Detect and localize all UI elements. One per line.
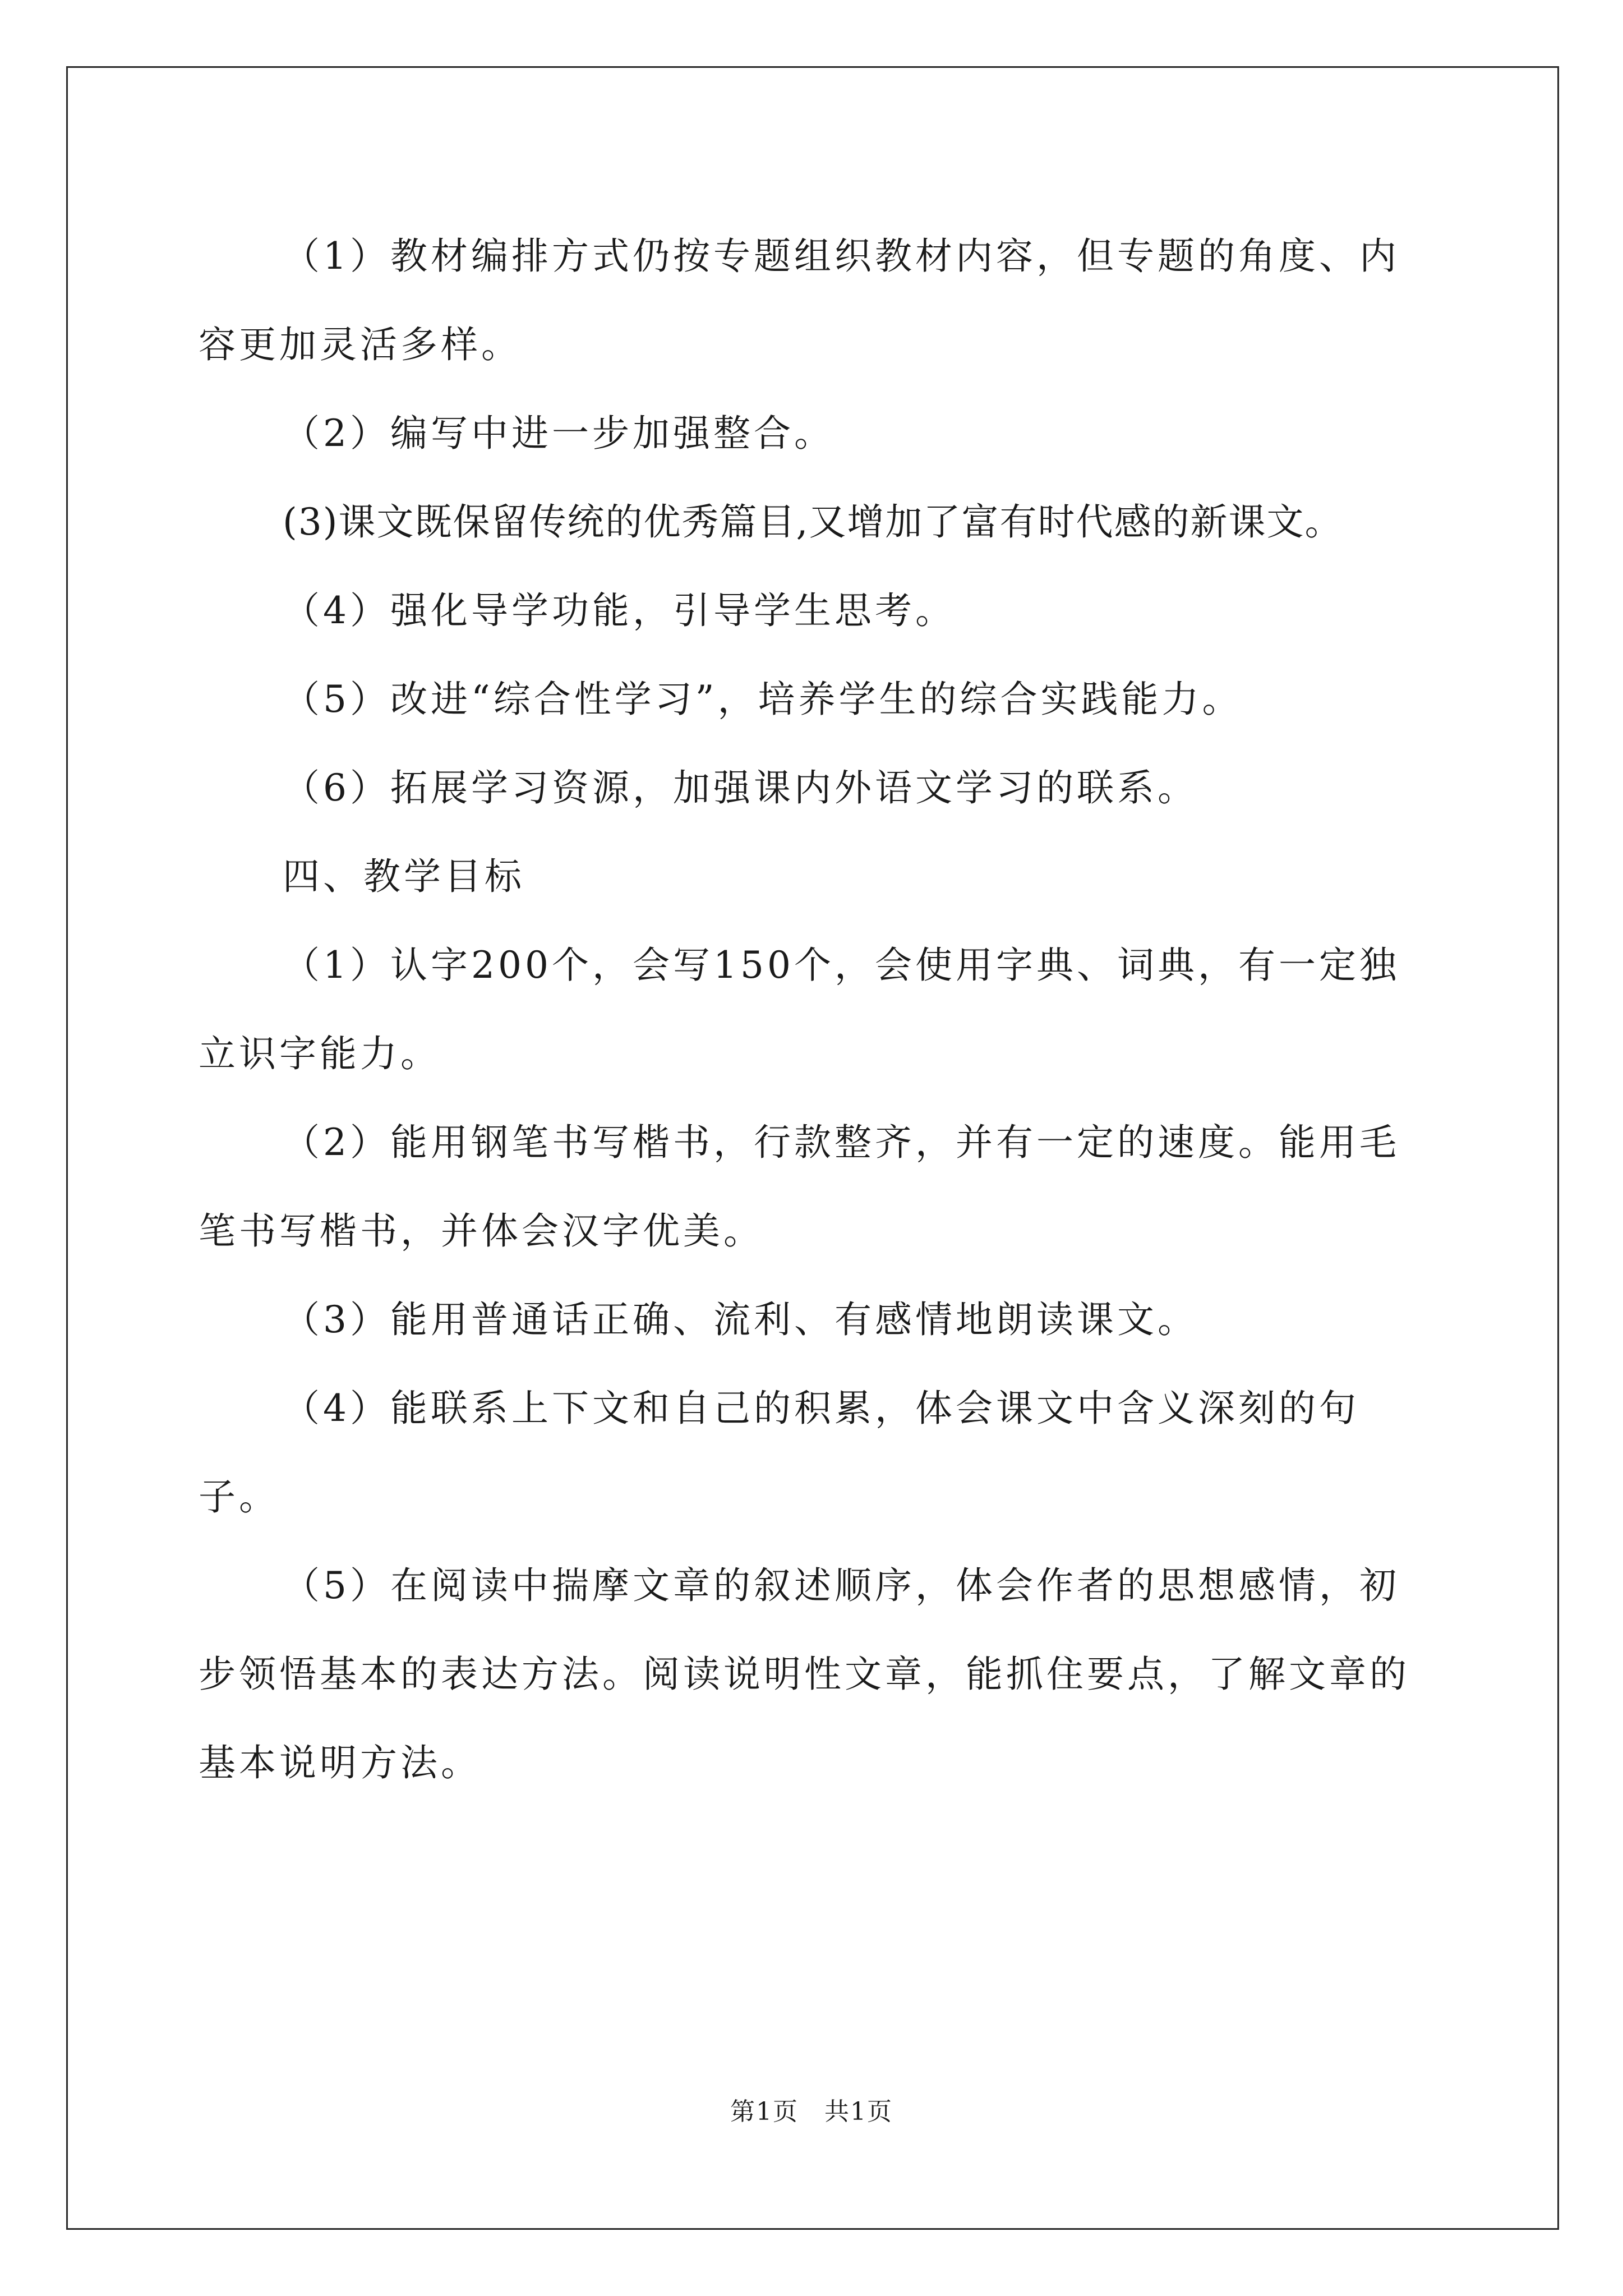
- paragraph-goal-reading-aloud: （3）能用普通话正确、流利、有感情地朗读课文。: [283, 1298, 1198, 1341]
- paragraph-comprehensive-learning: （5）改进“综合性学习”，培养学生的综合实践能力。: [283, 678, 1243, 721]
- paragraph-goal-calligraphy: （2）能用钢笔书写楷书，行款整齐，并有一定的速度。能用毛笔书写楷书，并体会汉字优美。: [199, 1121, 1400, 1253]
- section-heading-teaching-goals: 四、教学目标: [283, 855, 525, 898]
- paragraph-texts: (3)课文既保留传统的优秀篇目,又增加了富有时代感的新课文。: [283, 500, 1343, 544]
- paragraph-integration: （2）编写中进一步加强整合。: [283, 412, 834, 455]
- paragraph-guided-learning: （4）强化导学功能，引导学生思考。: [283, 589, 956, 632]
- page-number-footer: 第1页 共1页: [730, 2097, 893, 2126]
- paragraph-learning-resources: （6）拓展学习资源，加强课内外语文学习的联系。: [283, 766, 1198, 809]
- paragraph-goal-reading-comprehension: （5）在阅读中揣摩文章的叙述顺序，体会作者的思想感情，初步领悟基本的表达方法。阅读说明性文章，能抓住要点，了解文章的基本说明方法。: [199, 1564, 1410, 1784]
- paragraph-goal-context: （4）能联系上下文和自己的积累，体会课文中含义深刻的句子。: [199, 1387, 1359, 1519]
- paragraph-goal-characters: （1）认字200个，会写150个，会使用字典、词典，有一定独立识字能力。: [199, 944, 1400, 1075]
- paragraph-textbook-arrangement: （1）教材编排方式仍按专题组织教材内容，但专题的角度、内容更加灵活多样。: [199, 234, 1400, 366]
- document-body: [199, 212, 1427, 1807]
